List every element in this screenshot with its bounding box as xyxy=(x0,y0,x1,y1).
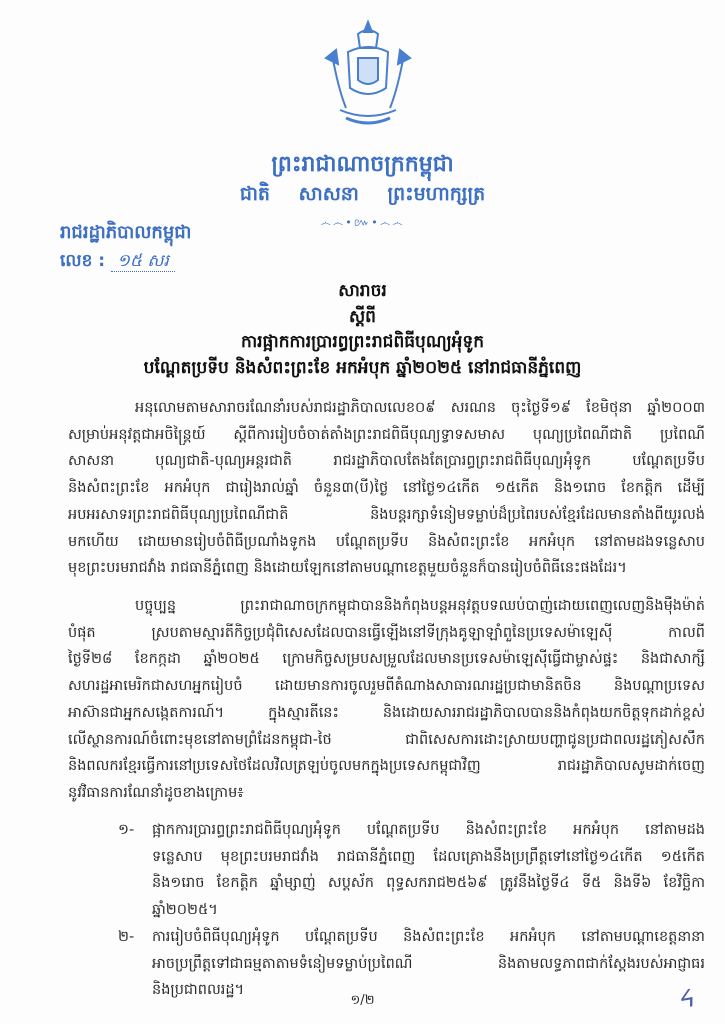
list-item-line: និង១រោច ខែកត្តិក ឆ្នាំម្សាញ់ សប្តស័ក ពុទ្ធសករាជ២៥៦៩ ត្រូវនឹងថ្ងៃទី៤ ទី៥ និងទី៦ ខែវិច្ឆិកា xyxy=(152,875,705,892)
list-item-number: ២- xyxy=(118,928,135,945)
paragraph-1-line: អបអរសាទរព្រះរាជពិធីបុណ្យប្រពៃណីជាតិ និងបន្តរក្សាទំនៀមទម្លាប់ដ៏ប្រពៃរបស់ខ្មែរដែលមានតាំងពីយូរលង់ xyxy=(68,506,705,523)
royal-emblem-icon xyxy=(318,18,418,130)
reference-value: ១៥ សរ xyxy=(111,251,175,272)
list-item-number: ១- xyxy=(118,822,135,838)
list-item-line: ឆ្នាំ២០២៥។ xyxy=(152,902,218,919)
paragraph-1-line: អនុលោមតាមសារាចរណែនាំរបស់រាជរដ្ឋាភិបាលលេខ០៩ សរណន ចុះថ្ងៃទី១៩ ខែមិថុនា ឆ្នាំ២០០៣ xyxy=(135,400,705,416)
paragraph-1-line: មកហើយ ដោយមានរៀបចំពិធីប្រណាំងទូកង បណ្តែតប្រទីប និងសំពះព្រះខែ អកអំបុក នៅតាមដងទន្លេសាប xyxy=(68,533,705,550)
paragraph-2-line: បំផុត ស្របតាមស្មារតីកិច្ចប្រជុំពិសេសដែលបានធ្វើឡើងនៅទីក្រុងគូឡាឡាំពួនៃប្រទេសម៉ាឡេស៊ី កាលពី xyxy=(68,624,705,641)
ornament-divider: ෴෴•៚•෴෴ xyxy=(320,216,405,229)
list-item-line: អាចប្រព្រឹត្តទៅជាធម្មតាតាមទំនៀមទម្លាប់ប្រពៃណី និងតាមលទ្ធភាពជាក់ស្តែងរបស់អាជ្ញាធរ xyxy=(152,955,705,972)
paragraph-2-line: និងពលករខ្មែរធ្វើការនៅប្រទេសថៃដែលវិលត្រឡប់ចូលមកក្នុងប្រទេសកម្ពុជាវិញ រាជរដ្ឋាភិបាលសូមដាក់ចេញ xyxy=(68,758,705,775)
paragraph-2-line: អាស៊ានជាអ្នកសង្កេតការណ៍។ ក្នុងស្មារតីនេះ និងដោយសាររាជរដ្ឋាភិបាលបាននិងកំពុងយកចិត្តទុកដាក់ខ្ពស់ xyxy=(68,704,705,721)
list-item-line: ផ្អាកការប្រារព្ធព្រះរាជពិធីបុណ្យអុំទូក បណ្តែតប្រទីប និងសំពះព្រះខែ អកអំបុក នៅតាមដង xyxy=(152,822,705,838)
subject-label: ស្តីពី xyxy=(349,307,376,327)
page-number: ១/២ xyxy=(350,993,375,1008)
list-item-line: ទន្លេសាប មុខព្រះបរមរាជវាំង រាជធានីភ្នំពេញ ដែលគ្រោងនឹងប្រព្រឹត្តទៅនៅថ្ងៃ១៤កើត ១៥កើត xyxy=(152,848,705,865)
paragraph-2-line: លើស្ថានការណ៍ចំពោះមុខនៅតាមព្រំដែនកម្ពុជា-ថៃ ជាពិសេសការដោះស្រាយបញ្ហាជូនប្រជាពលរដ្ឋភៀសសឹក xyxy=(68,731,705,748)
kingdom-heading: ព្រះរាជាណាចក្រកម្ពុជា xyxy=(271,152,454,177)
paragraph-2-line: បច្ចុប្បន្ន ព្រះរាជាណាចក្រកម្ពុជាបាននិងកំពុងបន្តអនុវត្តបទឈប់បាញ់ដោយពេញលេញនិងម៉ឺងម៉ាត់ xyxy=(135,598,705,614)
paragraph-2-line: ថ្ងៃទី២៨ ខែកក្កដា ឆ្នាំ២០២៥ ក្រោមកិច្ចសម្របសម្រួលដែលមានប្រទេសម៉ាឡេស៊ីធ្វើជាម្ចាស់ផ្ទះ និងជាសាក្សី xyxy=(68,651,705,668)
paragraph-1-line: សាសនា បុណ្យជាតិ-បុណ្យអន្តរជាតិ រាជរដ្ឋាភិបាលតែងតែប្រារព្ធព្រះរាជពិធីបុណ្យអុំទូក បណ្តែតប្រទីប xyxy=(68,453,705,470)
list-item-line: ការរៀបចំពិធីបុណ្យអុំទូក បណ្តែតប្រទីប និងសំពះព្រះខែ អកអំបុក នៅតាមបណ្តាខេត្តនានា xyxy=(152,928,705,945)
reference-number xyxy=(60,250,175,275)
reference-label: លេខ : xyxy=(60,251,106,271)
paragraph-2-line: សហរដ្ឋអាមេរិកជាសហអ្នករៀបចំ ដោយមានការចូលរួមពីតំណាងសាធារណរដ្ឋប្រជាមានិតចិន និងបណ្តាប្រទេស xyxy=(68,678,705,695)
subject-line-1: ការផ្អាកការប្រារព្ធព្រះរាជពិធីបុណ្យអុំទូក xyxy=(240,332,485,352)
list-item-line: និងប្រជាពលរដ្ឋ។ xyxy=(152,982,245,999)
document-type: សារាចរ xyxy=(338,281,387,301)
subject-line-2: បណ្តែតប្រទីប និងសំពះព្រះខែ អកអំបុក ឆ្នាំ២០២៥ នៅរាជធានីភ្នំពេញ xyxy=(143,358,582,378)
paragraph-1-line: មុខព្រះបរមរាជវាំង រាជធានីភ្នំពេញ និងដោយឡែកនៅតាមបណ្តាខេត្តមួយចំនួនក៏បានរៀបចំពិធីនេះផងដែរ។ xyxy=(68,560,627,577)
paragraph-1-line: សម្រាប់អនុវត្តជាអចិន្ត្រៃយ៍ ស្តីពីការរៀបចំចាត់តាំងព្រះរាជពិធីបុណ្យទ្វាទសមាស បុណ្យប្រពៃណីជាតិ ប្រពៃណី xyxy=(68,426,705,443)
handwritten-initial: ᔦ xyxy=(677,983,698,1015)
paragraph-2-line: នូវវិធានការណែនាំដូចខាងក្រោម៖ xyxy=(68,784,244,801)
paragraph-1-line: និងសំពះព្រះខែ អកអំបុក ជារៀងរាល់ឆ្នាំ ចំនួន៣(បី)ថ្ងៃ នៅថ្ងៃ១៤កើត ១៥កើត និង១រោច ខែកត្តិក ដើម្បី xyxy=(68,480,705,497)
national-motto: ជាតិ សាសនា ព្រះមហាក្សត្រ xyxy=(239,183,486,205)
issuing-authority: រាជរដ្ឋាភិបាលកម្ពុជា xyxy=(60,222,192,243)
